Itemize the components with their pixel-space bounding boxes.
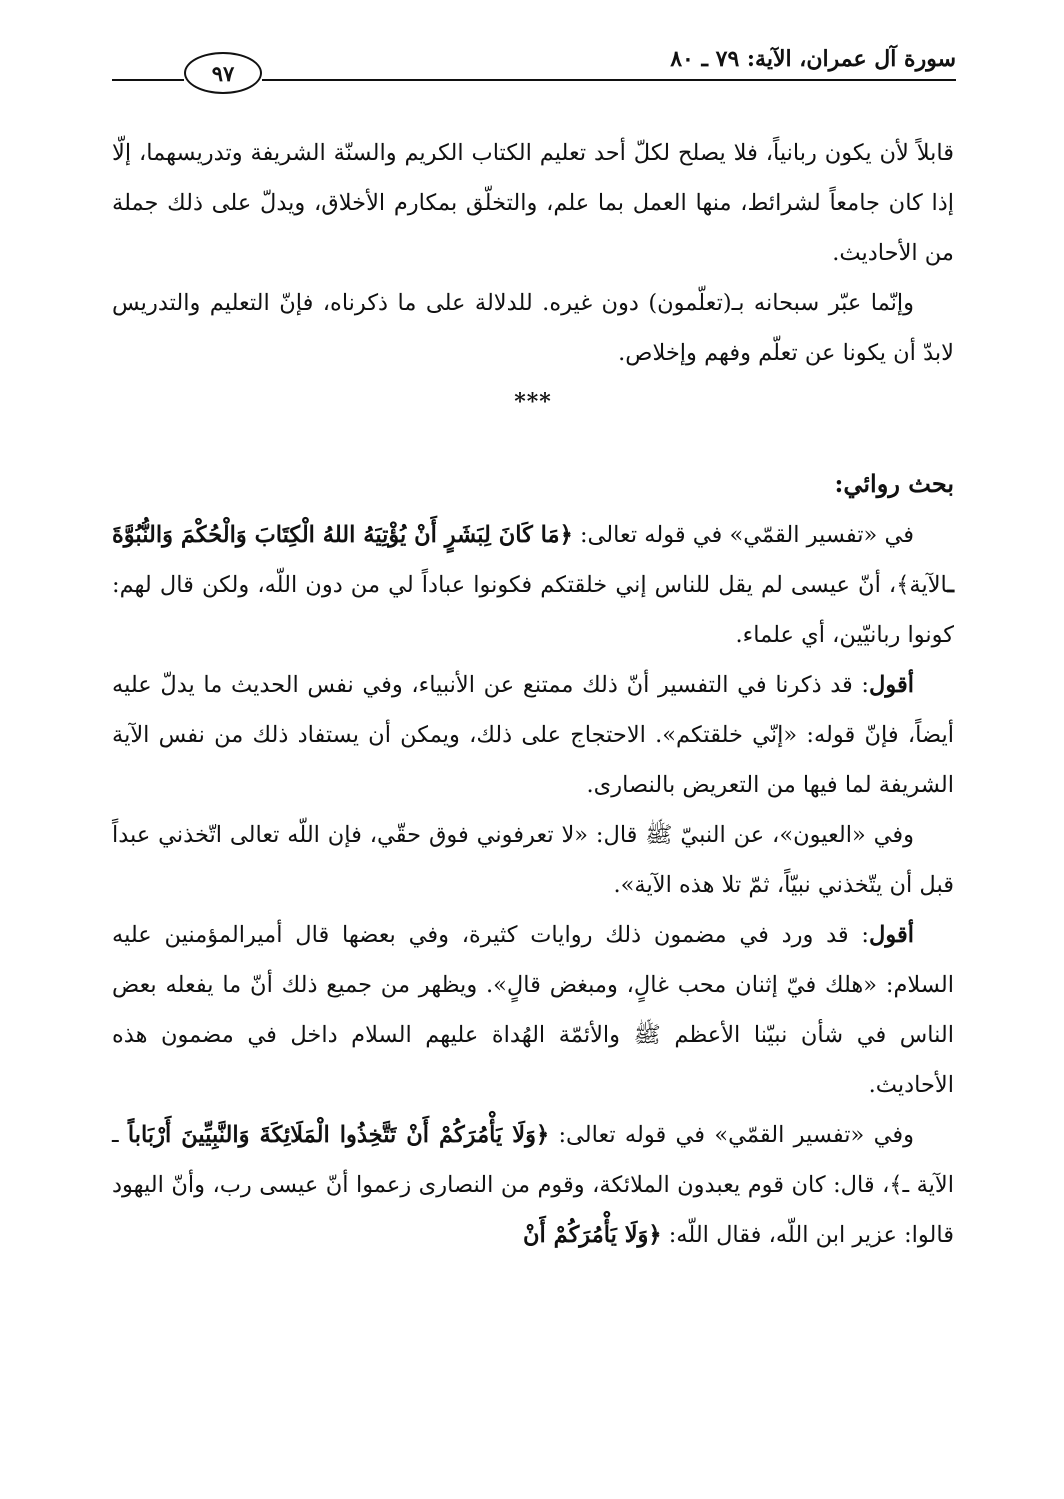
section-separator: *** xyxy=(514,389,552,415)
quran-verse-3: ﴿وَلَا يَأْمُرَكُمْ أَنْ xyxy=(522,1222,662,1248)
paragraph-6 xyxy=(112,910,954,1110)
paragraph-6-text: : قد ورد في مضمون ذلك روايات كثيرة، وفي بعضها قال أميرالمؤمنين عليه السلام: «هلك فيّ إثنان محب غالٍ، ومبغض قالٍ». ويظهر من جميع ذلك أنّ ما يفعله بعض الناس في شأن نبيّنا الأعظم ﷺ والأئمّة الهُداة عليهم السلام داخل في مضمون هذه الأحاديث. xyxy=(112,922,954,1098)
section-heading: بحث روائي: xyxy=(834,469,954,498)
paragraph-1: قابلاً لأن يكون ربانياً، فلا يصلح لكلّ أحد تعليم الكتاب الكريم والسنّة الشريفة وتدريسهما، إلّا إذا كان جامعاً لشرائط، منها العمل بما علم، والتخلّق بمكارم الأخلاق، ويدلّ على ذلك جملة من الأحاديث. xyxy=(112,140,954,266)
aqulu-label: أقول xyxy=(869,672,914,698)
paragraph-3-text: الآية﴾، أنّ عيسى لم يقل للناس إني خلقتكم فكونوا عباداً لي من دون اللّه، ولكن قال لهم: كونوا ربانيّين، أي علماء. xyxy=(112,572,954,648)
paragraph-7-text: ـ الآية ـ﴾، قال: كان قوم يعبدون الملائكة، وقوم من النصارى زعموا أنّ عيسى رب، وأنّ اليهود قالوا: عزير ابن اللّه، فقال اللّه: xyxy=(112,1122,954,1248)
paragraph-7-intro: وفي «تفسير القمّي» في قوله تعالى: xyxy=(549,1122,914,1148)
running-header xyxy=(112,38,956,88)
header-rule xyxy=(262,79,956,81)
paragraph-4 xyxy=(112,660,954,810)
paragraph-4-text: : قد ذكرنا في التفسير أنّ ذلك ممتنع عن الأنبياء، وفي نفس الحديث ما يدلّ عليه أيضاً، فإنّ قوله: «إنّي خلقتكم». الاحتجاج على ذلك، ويمكن أن يستفاد ذلك من نفس الآية الشريفة لما فيها من التعريض بالنصارى. xyxy=(112,672,954,798)
quran-verse-2: ﴿وَلَا يَأْمُرَكُمْ أَنْ تَتَّخِذُوا الْمَلَائِكَةَ وَالنَّبِيِّينَ أَرْبَاباً xyxy=(127,1122,550,1148)
paragraph-7 xyxy=(112,1110,954,1260)
header-rule-left xyxy=(112,79,184,81)
page-number-text: ٩٧ xyxy=(211,60,235,86)
page-body xyxy=(112,128,954,1260)
paragraph-3 xyxy=(112,510,954,660)
paragraph-5: وفي «العيون»، عن النبيّ ﷺ قال: «لا تعرفوني فوق حقّي، فإن اللّه تعالى اتّخذني عبداً قبل أن يتّخذني نبيّاً، ثمّ تلا هذه الآية». xyxy=(112,822,954,898)
paragraph-3-intro: في «تفسير القمّي» في قوله تعالى: xyxy=(572,522,915,548)
page-number xyxy=(184,52,262,94)
aqulu-label: أقول xyxy=(869,922,914,948)
paragraph-2: وإنّما عبّر سبحانه بـ(تعلّمون) دون غيره. للدلالة على ما ذكرناه، فإنّ التعليم والتدريس لابدّ أن يكونا عن تعلّم وفهم وإخلاص. xyxy=(112,290,954,366)
quran-verse-1: ﴿مَا كَانَ لِبَشَرٍ أَنْ يُؤْتِيَهُ اللهُ الْكِتَابَ وَالْحُكْمَ وَالنُّبُوَّةَ ـ xyxy=(112,522,954,598)
header-title: سورة آل عمران، الآية: ٧٩ ـ ٨٠ xyxy=(670,46,956,72)
